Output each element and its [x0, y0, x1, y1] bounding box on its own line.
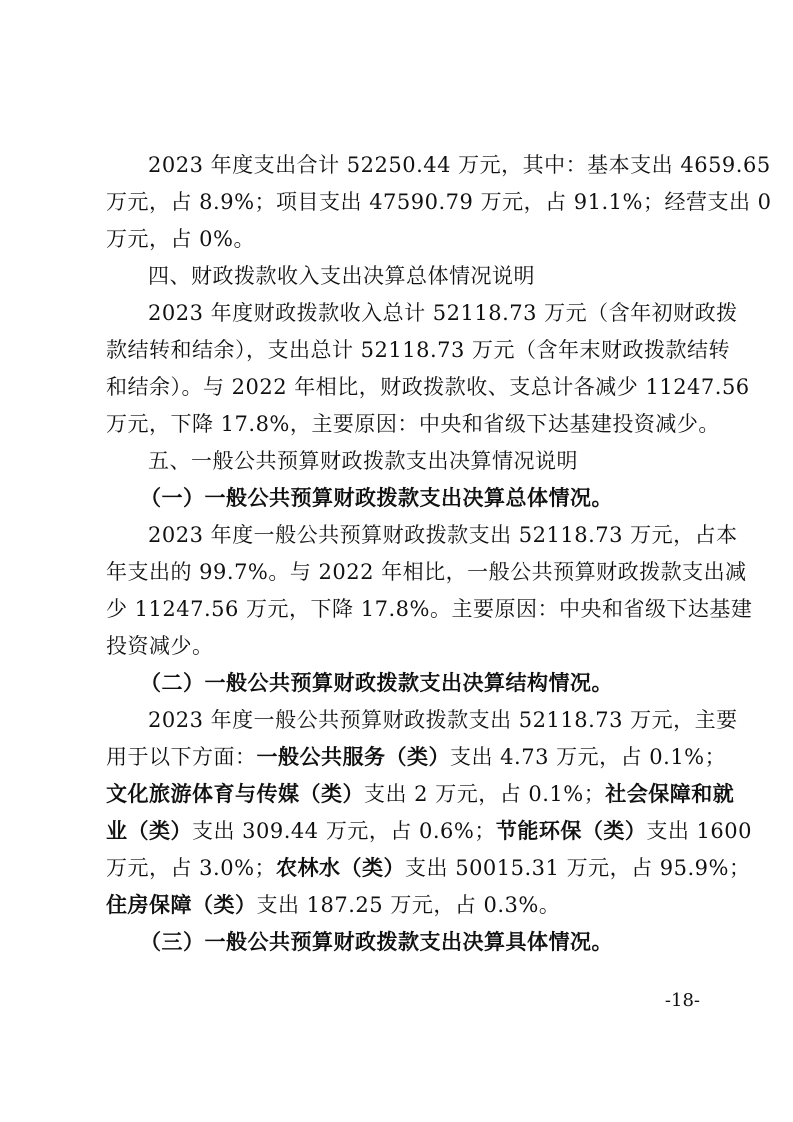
paragraph-line: 万元，占 0%。 [106, 227, 255, 251]
section-heading: 四、财政拨款收入支出决算总体情况说明 [148, 264, 535, 288]
paragraph-line: 2023 年度一般公共预算财政拨款支出 52118.73 万元，主要 [148, 708, 738, 732]
text-run: 支出 309.44 万元，占 0.6%； [192, 819, 496, 843]
paragraph-line: 2023 年度一般公共预算财政拨款支出 52118.73 万元，占本 [148, 523, 738, 547]
paragraph-line: 款结转和结余），支出总计 52118.73 万元（含年末财政拨款结转 [106, 338, 731, 362]
subsection-heading: （二）一般公共预算财政拨款支出决算结构情况。 [140, 671, 613, 695]
paragraph-line: 和结余）。与 2022 年相比，财政拨款收、支总计各减少 11247.56 [106, 375, 750, 399]
text-run: 支出 1600 [646, 819, 752, 843]
text-run: 支出 50015.31 万元，占 95.9%； [405, 856, 751, 880]
paragraph-line [106, 853, 751, 883]
paragraph-line [106, 816, 752, 846]
paragraph-line: 2023 年度支出合计 52250.44 万元，其中：基本支出 4659.65 [148, 153, 771, 177]
text-run: 支出 4.73 万元，占 0.1%； [450, 745, 727, 769]
text-run: 万元，占 3.0%； [106, 856, 277, 880]
category-label: 节能环保（类） [495, 819, 647, 843]
paragraph-line [106, 890, 690, 920]
category-label: 农林水（类） [276, 856, 406, 880]
text-run: 支出 187.25 万元，占 0.3%。 [256, 893, 561, 917]
paragraph-line [106, 742, 727, 772]
category-label: 住房保障（类） [106, 893, 257, 917]
text-run: 用于以下方面： [106, 745, 257, 769]
category-label: 文化旅游体育与传媒（类） [106, 782, 364, 806]
paragraph-line: 投资减少。 [106, 634, 214, 658]
paragraph-line: 少 11247.56 万元，下降 17.8%。主要原因：中央和省级下达基建 [106, 597, 753, 621]
paragraph-line [106, 779, 735, 809]
category-label: 一般公共服务（类） [256, 745, 450, 769]
category-label: 社会保障和就 [605, 782, 735, 806]
page-number: -18- [664, 990, 700, 1011]
subsection-heading: （一）一般公共预算财政拨款支出决算总体情况。 [140, 486, 613, 510]
text-run: 支出 2 万元，占 0.1%； [364, 782, 606, 806]
paragraph-line: 万元，占 8.9%；项目支出 47590.79 万元，占 91.1%；经营支出 0 [106, 190, 772, 214]
paragraph-line: 年支出的 99.7%。与 2022 年相比，一般公共预算财政拨款支出减 [106, 560, 747, 584]
paragraph-line: 2023 年度财政拨款收入总计 52118.73 万元（含年初财政拨 [148, 301, 738, 325]
subsection-heading: （三）一般公共预算财政拨款支出决算具体情况。 [140, 930, 613, 954]
category-label: 业（类） [106, 819, 192, 843]
paragraph-line: 万元，下降 17.8%，主要原因：中央和省级下达基建投资减少。 [106, 412, 720, 436]
section-heading: 五、一般公共预算财政拨款支出决算情况说明 [148, 449, 578, 473]
